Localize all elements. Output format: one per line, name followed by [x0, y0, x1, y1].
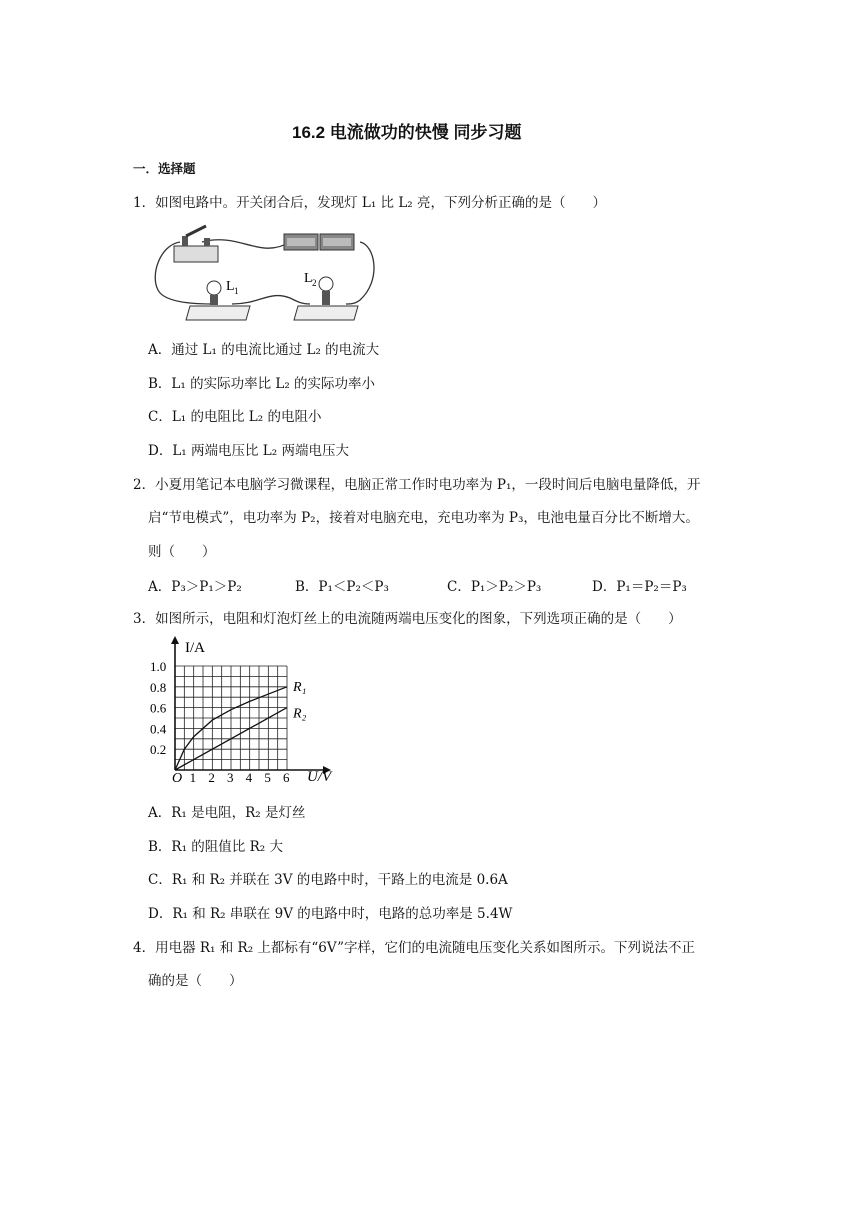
q3-option-a[interactable]: A．R₁ 是电阻，R₂ 是灯丝: [148, 805, 306, 821]
q1-option-b[interactable]: B．L₁ 的实际功率比 L₂ 的实际功率小: [148, 376, 376, 392]
section-heading: 一．选择题: [133, 162, 196, 176]
lamp-l2-label: L: [304, 271, 313, 286]
y-tick-label: 0.8: [150, 679, 167, 695]
q1-option-a[interactable]: A．通过 L₁ 的电流比通过 L₂ 的电流大: [148, 342, 380, 358]
x-tick-label: 4: [245, 770, 253, 785]
q2-option-a[interactable]: A．P₃＞P₁＞P₂: [148, 579, 242, 595]
x-tick-label: 3: [227, 770, 234, 785]
q3-option-b[interactable]: B．R₁ 的阻值比 R₂ 大: [148, 839, 283, 855]
series-label-2: R₂: [293, 706, 307, 722]
question-4-stem-line-2: 确的是（ ）: [148, 973, 243, 989]
x-axis-label: U/V: [307, 769, 332, 785]
y-tick-label: 0.4: [150, 721, 167, 737]
battery-icon: [284, 234, 354, 250]
question-4-stem-line-1: 4．用电器 R₁ 和 R₂ 上都标有“6V”字样，它们的电流随电压变化关系如图所示。下列说法不正: [133, 940, 696, 956]
circuit-diagram: [150, 220, 380, 322]
x-tick-label: 6: [283, 770, 290, 785]
q2-option-b[interactable]: B．P₁＜P₂＜P₃: [295, 579, 389, 595]
question-2-stem-line-3: 则（ ）: [148, 544, 216, 560]
question-2-stem-line-2: 启“节电模式”，电功率为 P₂，接着对电脑充电，充电功率为 P₃，电池电量百分比不断增大。: [148, 510, 699, 526]
chart-grid: [175, 666, 287, 770]
y-tick-label: 0.6: [150, 700, 167, 716]
y-tick-label: 0.2: [150, 742, 167, 758]
q1-option-d[interactable]: D．L₁ 两端电压比 L₂ 两端电压大: [148, 443, 349, 459]
y-tick-label: 1.0: [150, 659, 167, 674]
q2-option-c[interactable]: C．P₁＞P₂＞P₃: [447, 579, 542, 595]
x-tick-label: 5: [264, 770, 271, 785]
q3-option-c[interactable]: C．R₁ 和 R₂ 并联在 3V 的电路中时，干路上的电流是 0.6A: [148, 872, 508, 888]
iu-chart: [145, 632, 340, 790]
q1-option-c[interactable]: C．L₁ 的电阻比 L₂ 的电阻小: [148, 409, 322, 425]
x-tick-label: 1: [189, 770, 197, 785]
q2-option-d[interactable]: D．P₁＝P₂＝P₃: [592, 579, 687, 595]
chart-axes: [171, 636, 331, 774]
chart-ticks: [150, 659, 290, 785]
question-3-stem: 3．如图所示，电阻和灯泡灯丝上的电流随两端电压变化的图象，下列选项正确的是（ ）: [133, 611, 682, 627]
series-label-1: R₁: [293, 679, 307, 695]
question-1-stem: 1．如图电路中。开关闭合后，发现灯 L₁ 比 L₂ 亮，下列分析正确的是（ ）: [133, 195, 607, 211]
y-axis-label: I/A: [185, 640, 205, 656]
origin-label: O: [172, 771, 183, 786]
svg-text:2: 2: [312, 278, 317, 288]
svg-text:1: 1: [234, 286, 239, 296]
lamp-l1-icon: [186, 281, 250, 320]
q3-option-d[interactable]: D．R₁ 和 R₂ 串联在 9V 的电路中时，电路的总功率是 5.4W: [148, 906, 513, 922]
y-axis-arrow-icon: [171, 636, 179, 644]
switch-icon: [174, 226, 218, 262]
question-2-stem-line-1: 2．小夏用笔记本电脑学习微课程，电脑正常工作时电功率为 P₁，一段时间后电脑电量降低，开: [133, 477, 701, 493]
page-title: 16.2 电流做功的快慢 同步习题: [292, 123, 522, 142]
lamp-l1-label: L: [226, 279, 235, 294]
x-tick-label: 2: [208, 770, 215, 785]
